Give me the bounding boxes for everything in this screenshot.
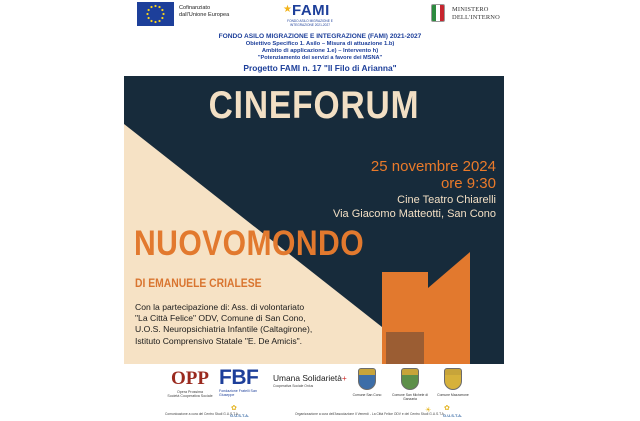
event-time: ore 9:30 <box>440 175 496 192</box>
venue-name: Cine Teatro Chiarelli <box>397 194 496 206</box>
film-title: NUOVOMONDO <box>134 224 365 263</box>
citta-felice-logo-icon: ☀ <box>425 407 432 414</box>
opp-line-2: Società Cooperativa Sociale <box>167 394 213 399</box>
project-name: Progetto FAMI n. 17 "Il Filo di Arianna" <box>243 63 397 73</box>
fami-logo-icon <box>283 2 337 28</box>
crest-label-san-michele: Comune San Michele di Ganzaria <box>392 393 428 401</box>
ministry-line-2: DELL'INTERNO <box>452 13 500 21</box>
opp-logo-text <box>165 390 215 399</box>
ministry-line-1: MINISTERO <box>452 6 489 13</box>
gusta-label-right: G.U.S.T.A. <box>443 413 463 418</box>
event-datetime <box>371 158 496 192</box>
partners-text <box>135 302 375 347</box>
fami-sub-line-1: FONDO ASILO MIGRAZIONE E <box>287 19 333 23</box>
fund-title: FONDO ASILO MIGRAZIONE E INTEGRAZIONE (FAMI) 2021-2027 <box>218 33 422 40</box>
service-enhancement: "Potenziamento dei servizi a favore dei MSNA" <box>257 55 383 61</box>
opp-line-1: Opera Prossima <box>177 390 203 394</box>
opp-logo: OPP <box>171 368 209 389</box>
crest-label-mazzarrone: Comune Mazzarrone <box>437 393 469 397</box>
partners-line-2: "La Città Felice" ODV, Comune di San Cono, <box>135 313 306 324</box>
fbf-logo-text: Fondazione Fratelli San Giuseppe <box>219 389 257 397</box>
film-director: DI EMANUELE CRIALESE <box>135 278 262 290</box>
partners-line-3: U.O.S. Neuropsichiatria Infantile (Caltagirone), <box>135 324 313 335</box>
ministry-name <box>452 6 500 21</box>
event-poster <box>124 76 504 364</box>
application-scope: Ambito di applicazione 1.e) – Intervento h) <box>261 48 379 54</box>
us-plus-icon: + <box>341 373 347 383</box>
fami-logo-sub <box>283 19 337 27</box>
gusta-logo-icon: ✿ <box>231 405 237 412</box>
fami-logo-word: FAMI <box>292 2 330 19</box>
communication-credit: Comunicazione a cura del Centro Studi G.U.S.T.A. <box>165 412 239 416</box>
fbf-logo: FBF <box>219 366 259 389</box>
partners-line-4: Istituto Comprensivo Statale "E. De Amicis". <box>135 335 303 346</box>
partners-line-1: Con la partecipazione di: Ass. di volontariato <box>135 302 305 312</box>
event-title: CINEFORUM <box>208 84 420 127</box>
eu-flag-icon <box>137 2 174 26</box>
eu-text-line-2: dall'Unione Europea <box>179 12 230 18</box>
gusta-label-left: G.U.S.T.A. <box>230 413 250 418</box>
venue-address: Via Giacomo Matteotti, San Cono <box>332 208 496 220</box>
eu-text-line-1: Cofinanziato <box>179 5 211 11</box>
event-date: 25 novembre 2024 <box>370 158 496 175</box>
municipal-crest-icon <box>444 368 462 390</box>
event-venue <box>333 193 496 221</box>
us-logo-word: Umana Solidarietà <box>273 373 342 383</box>
eu-cofinanced-text <box>179 5 229 19</box>
umana-solidarieta-logo <box>273 373 347 383</box>
fami-star-icon: ★ <box>283 4 292 15</box>
italian-emblem-icon <box>431 4 445 22</box>
municipal-crest-icon <box>358 368 376 390</box>
gusta-logo-icon: ✿ <box>444 405 450 412</box>
crest-label-san-cono: Comune San Cono <box>352 393 382 397</box>
organization-credit: Organizzazione a cura dell'Associazione Il Venerdì - La Città Felice ODV e del Centro Studi G.U.S.T.A. <box>295 412 445 416</box>
specific-objective: Obiettivo Specifico 1. Asilo – Misura di attuazione 1.b) <box>245 41 395 47</box>
municipal-crest-icon <box>401 368 419 390</box>
us-logo-text: Cooperativa Sociale Onlus <box>273 384 314 388</box>
fami-sub-line-2: INTEGRAZIONE 2021-2027 <box>289 23 331 27</box>
